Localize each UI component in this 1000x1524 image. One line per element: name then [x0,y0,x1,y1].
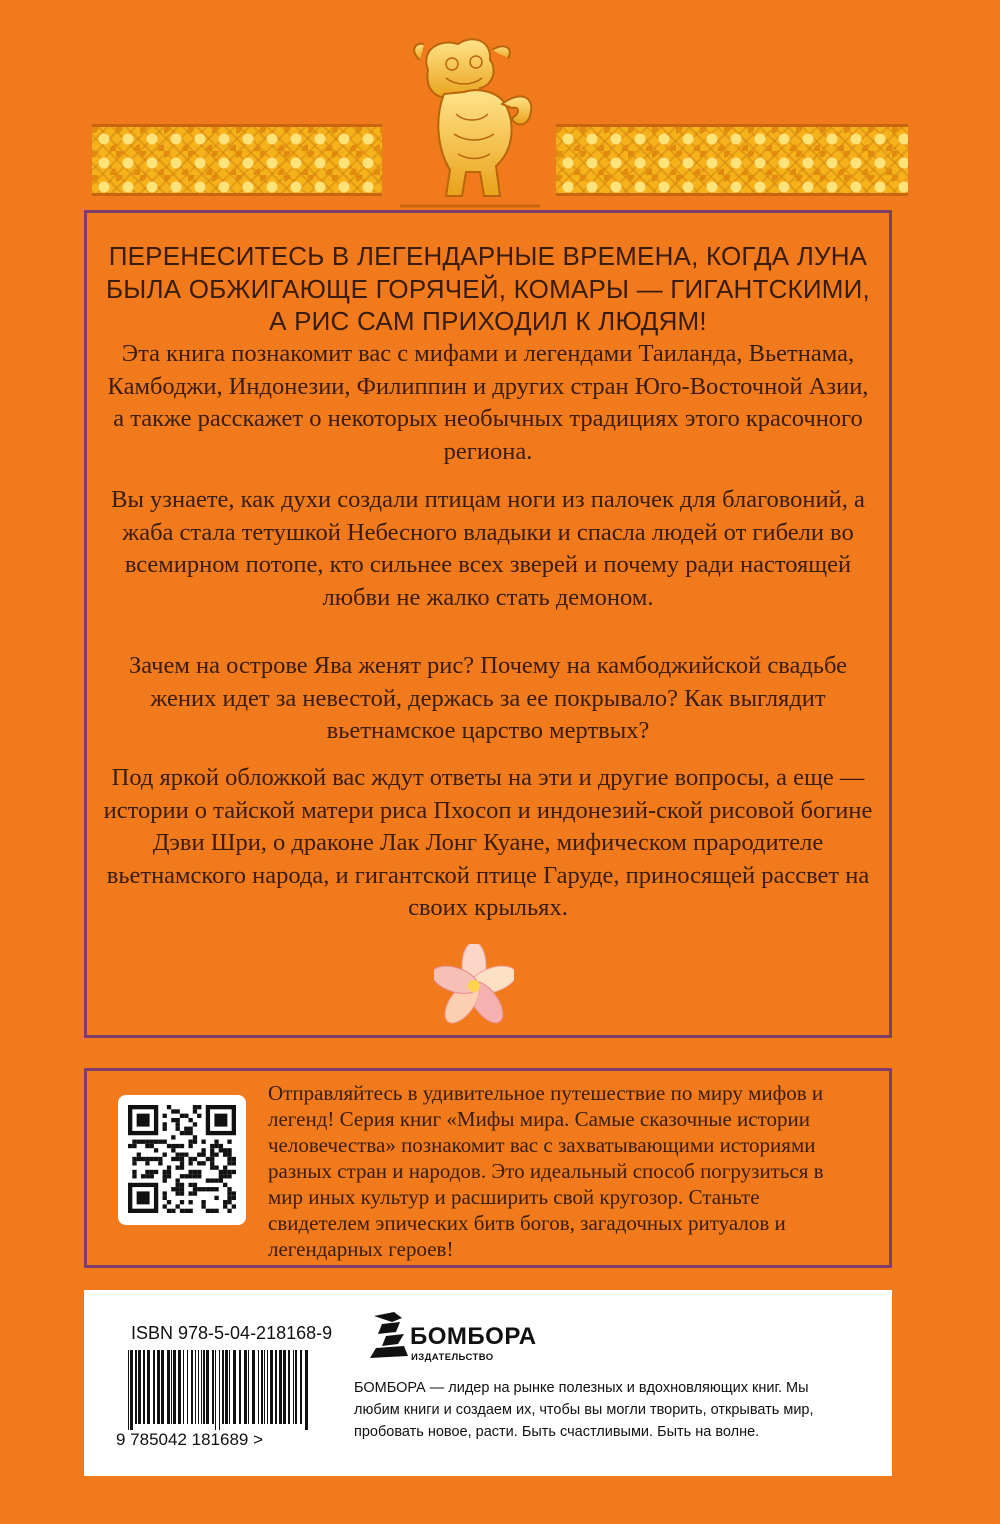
paragraph-3: Зачем на острове Ява женят рис? Почему на камбоджийской свадьбе жених идет за невестой, держась за ее покрывало? Как выглядит вьетнамское царство мертвых? [129,652,847,744]
ornament-band-right [556,124,908,196]
paragraph-4: Под яркой обложкой вас ждут ответы на эти и другие вопросы, а еще — истории о тайской матери риса Пхосоп и индонезий-ской рисовой богине Дэви Шри, о драконе Лак Лонг Куане, мифическом прародителе вьетнамского народа, и гигантской птице Гаруде, приносящей рассвет на своих крыльях. [103,764,873,921]
publisher-name: БОМБОРА [410,1323,537,1350]
headline: ПЕРЕНЕСИТЕСЬ В ЛЕГЕНДАРНЫЕ ВРЕМЕНА, КОГДА ЛУНА БЫЛА ОБЖИГАЮЩЕ ГОРЯЧЕЙ, КОМАРЫ — ГИГАНТСКИМИ, А РИС САМ ПРИХОДИЛ К ЛЮДЯМ! [106,241,870,336]
publisher-about: БОМБОРА — лидер на рынке полезных и вдохновляющих книг. Мы любим книги и создаем их, чтобы вы могли творить, открывать мир, пробовать новое, расти. Быть счастливыми. Быть на волне. [354,1380,814,1440]
barcode [114,1350,324,1448]
paragraph-1: Эта книга познакомит вас с мифами и легендами Таиланда, Вьетнама, Камбоджи, Индонезии, Филиппин и других стран Юго-Восточной Азии, а также расскажет о некоторых необычных традициях этого красочного региона. [107,340,869,465]
isbn-number: ISBN 978-5-04-218168-9 [131,1323,333,1343]
publisher-subtitle: ИЗДАТЕЛЬСТВО [411,1352,494,1363]
qr-code-card [118,1095,246,1225]
series-description: Отправляйтесь в удивительное путешествие по миру мифов и легенд! Серия книг «Мифы мира. Самые сказочные истории человечества» познакомит вас с захватывающими историями разных стран и народов. Это идеальный способ погрузиться в мир иных культур и расширить свой кругозор. Станьте свидетелем эпических битв богов, загадочных ритуалов и легендарных героев! [268,1081,824,1261]
paragraph-2: Вы узнаете, как духи создали птицам ноги из палочек для благовоний, а жаба стала тетушкой Небесного владыки и спасла людей от гибели во всемирном потопе, кто сильнее всех зверей и почему ради настоящей любви не жалко стать демоном. [111,486,865,611]
lion-emblem-icon [380,30,560,208]
barcode-digits: 9 785042 181689 > [116,1430,264,1448]
ornament-band-left [92,124,382,196]
qr-code[interactable] [128,1105,236,1213]
plumeria-flower-icon [434,944,514,1024]
